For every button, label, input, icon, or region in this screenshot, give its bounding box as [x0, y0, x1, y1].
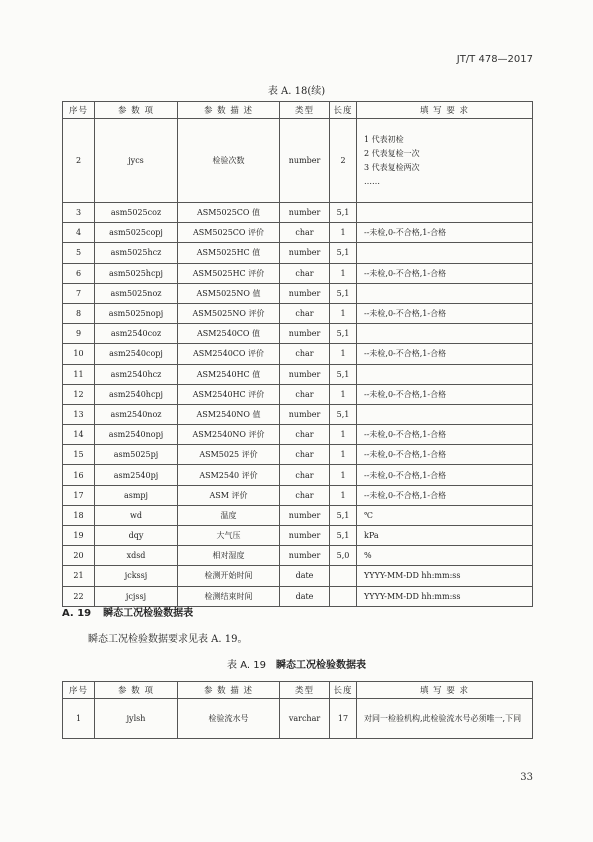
- cell-length: 17: [330, 699, 357, 739]
- cell-requirement: [357, 364, 533, 384]
- cell-requirement: --未检,0-不合格,1-合格: [357, 303, 533, 323]
- table-row: [63, 243, 533, 263]
- cell-param: wd: [95, 505, 178, 525]
- cell-index: 10: [63, 344, 95, 364]
- cell-requirement: 对同一检验机构,此检验流水号必须唯一,下同: [357, 699, 533, 739]
- table-row: [63, 699, 533, 739]
- requirement-line: 3 代表复检两次: [364, 162, 420, 172]
- cell-description: ASM2540HC 评价: [178, 384, 280, 404]
- cell-index: 5: [63, 243, 95, 263]
- table-row: [63, 485, 533, 505]
- table-row: [63, 364, 533, 384]
- col-header-param: 参 数 项: [95, 682, 178, 699]
- cell-type: char: [280, 223, 330, 243]
- cell-type: char: [280, 263, 330, 283]
- cell-type: char: [280, 425, 330, 445]
- cell-type: number: [280, 243, 330, 263]
- cell-index: 19: [63, 526, 95, 546]
- cell-type: char: [280, 445, 330, 465]
- cell-type: number: [280, 546, 330, 566]
- cell-type: number: [280, 203, 330, 223]
- cell-length: 1: [330, 485, 357, 505]
- cell-length: 1: [330, 445, 357, 465]
- page-number: 33: [520, 772, 533, 783]
- table-row: [63, 404, 533, 424]
- cell-param: asm5025pj: [95, 445, 178, 465]
- cell-param: xdsd: [95, 546, 178, 566]
- table-row: [63, 384, 533, 404]
- cell-index: 16: [63, 465, 95, 485]
- requirement-line: 1 代表初检: [364, 134, 404, 144]
- table-a19-caption-title: 瞬态工况检验数据表: [275, 660, 366, 671]
- cell-description: ASM2540CO 值: [178, 324, 280, 344]
- cell-description: ASM5025NO 值: [178, 283, 280, 303]
- standard-code: JT/T 478—2017: [456, 54, 533, 65]
- cell-requirement: [357, 119, 533, 203]
- cell-param: asm2540nopj: [95, 425, 178, 445]
- table-row: [63, 263, 533, 283]
- cell-type: char: [280, 303, 330, 323]
- cell-requirement: --未检,0-不合格,1-合格: [357, 425, 533, 445]
- cell-requirement: --未检,0-不合格,1-合格: [357, 384, 533, 404]
- cell-length: 1: [330, 344, 357, 364]
- col-header-description: 参 数 描 述: [178, 682, 280, 699]
- cell-index: 9: [63, 324, 95, 344]
- cell-index: 4: [63, 223, 95, 243]
- cell-requirement: YYYY-MM-DD hh:mm:ss: [357, 586, 533, 606]
- cell-param: asm5025noz: [95, 283, 178, 303]
- cell-length: 5,1: [330, 283, 357, 303]
- cell-length: [330, 586, 357, 606]
- cell-description: ASM2540NO 值: [178, 404, 280, 424]
- col-header-type: 类型: [280, 102, 330, 119]
- table-row: [63, 425, 533, 445]
- section-heading: [62, 604, 193, 619]
- cell-index: 3: [63, 203, 95, 223]
- col-header-length: 长度: [330, 102, 357, 119]
- col-header-length: 长度: [330, 682, 357, 699]
- table-row: [63, 505, 533, 525]
- cell-requirement: --未检,0-不合格,1-合格: [357, 485, 533, 505]
- cell-param: asm5025copj: [95, 223, 178, 243]
- table-row: [63, 283, 533, 303]
- cell-description: ASM5025HC 值: [178, 243, 280, 263]
- cell-description: ASM5025NO 评价: [178, 303, 280, 323]
- table-header-row: [63, 102, 533, 119]
- table-row: [63, 119, 533, 203]
- cell-description: 温度: [178, 505, 280, 525]
- cell-param: asm5025hcz: [95, 243, 178, 263]
- cell-length: 1: [330, 384, 357, 404]
- cell-requirement: kPa: [357, 526, 533, 546]
- cell-requirement: --未检,0-不合格,1-合格: [357, 263, 533, 283]
- cell-requirement: [357, 283, 533, 303]
- cell-index: 21: [63, 566, 95, 586]
- cell-description: ASM5025CO 值: [178, 203, 280, 223]
- cell-description: ASM5025HC 评价: [178, 263, 280, 283]
- cell-description: 大气压: [178, 526, 280, 546]
- section-title: 瞬态工况检验数据表: [103, 608, 194, 619]
- col-header-description: 参 数 描 述: [178, 102, 280, 119]
- cell-index: 14: [63, 425, 95, 445]
- cell-requirement: --未检,0-不合格,1-合格: [357, 465, 533, 485]
- cell-param: jcjssj: [95, 586, 178, 606]
- requirement-line: ……: [364, 176, 380, 186]
- col-header-param: 参 数 项: [95, 102, 178, 119]
- cell-index: 22: [63, 586, 95, 606]
- cell-requirement: --未检,0-不合格,1-合格: [357, 344, 533, 364]
- cell-param: dqy: [95, 526, 178, 546]
- table-row: [63, 465, 533, 485]
- cell-param: asm5025hcpj: [95, 263, 178, 283]
- cell-length: 1: [330, 223, 357, 243]
- cell-description: ASM5025CO 评价: [178, 223, 280, 243]
- cell-type: char: [280, 485, 330, 505]
- cell-type: varchar: [280, 699, 330, 739]
- cell-requirement: ℃: [357, 505, 533, 525]
- cell-param: asm2540hcpj: [95, 384, 178, 404]
- cell-description: 检验流水号: [178, 699, 280, 739]
- section-body-text: 瞬态工况检验数据要求见表 A. 19。: [88, 634, 248, 645]
- cell-index: 1: [63, 699, 95, 739]
- cell-param: jckssj: [95, 566, 178, 586]
- cell-length: 5,1: [330, 243, 357, 263]
- table-row: [63, 526, 533, 546]
- table-a19: [62, 681, 533, 739]
- cell-description: 检测结束时间: [178, 586, 280, 606]
- table-row: [63, 546, 533, 566]
- cell-index: 13: [63, 404, 95, 424]
- cell-index: 15: [63, 445, 95, 465]
- cell-length: 5,1: [330, 526, 357, 546]
- table-row: [63, 303, 533, 323]
- table-header-row: [63, 682, 533, 699]
- cell-length: 1: [330, 303, 357, 323]
- cell-length: 5,1: [330, 324, 357, 344]
- cell-type: number: [280, 505, 330, 525]
- cell-type: number: [280, 364, 330, 384]
- col-header-type: 类型: [280, 682, 330, 699]
- cell-param: asm2540hcz: [95, 364, 178, 384]
- cell-type: char: [280, 344, 330, 364]
- cell-length: [330, 566, 357, 586]
- requirement-line: 2 代表复检一次: [364, 148, 420, 158]
- cell-param: asm2540noz: [95, 404, 178, 424]
- table-row: [63, 566, 533, 586]
- table-row: [63, 324, 533, 344]
- cell-description: ASM2540HC 值: [178, 364, 280, 384]
- cell-index: 2: [63, 119, 95, 203]
- table-row: [63, 445, 533, 465]
- table-row: [63, 344, 533, 364]
- cell-requirement: %: [357, 546, 533, 566]
- cell-index: 11: [63, 364, 95, 384]
- cell-index: 20: [63, 546, 95, 566]
- cell-index: 8: [63, 303, 95, 323]
- cell-length: 1: [330, 465, 357, 485]
- cell-requirement: [357, 203, 533, 223]
- cell-requirement: --未检,0-不合格,1-合格: [357, 223, 533, 243]
- cell-type: char: [280, 465, 330, 485]
- cell-type: date: [280, 586, 330, 606]
- section-number: A. 19: [62, 608, 92, 619]
- cell-param: asm2540copj: [95, 344, 178, 364]
- cell-requirement: [357, 243, 533, 263]
- cell-length: 1: [330, 263, 357, 283]
- cell-param: asm5025nopj: [95, 303, 178, 323]
- cell-index: 12: [63, 384, 95, 404]
- cell-length: 2: [330, 119, 357, 203]
- col-header-requirement: 填 写 要 求: [357, 102, 533, 119]
- cell-index: 17: [63, 485, 95, 505]
- cell-requirement: [357, 324, 533, 344]
- cell-type: date: [280, 566, 330, 586]
- cell-description: 相对湿度: [178, 546, 280, 566]
- cell-requirement: YYYY-MM-DD hh:mm:ss: [357, 566, 533, 586]
- cell-length: 5,1: [330, 505, 357, 525]
- cell-param: asm2540pj: [95, 465, 178, 485]
- cell-index: 7: [63, 283, 95, 303]
- cell-type: number: [280, 283, 330, 303]
- table-a18-caption: 表 A. 18(续): [267, 86, 326, 97]
- cell-requirement: --未检,0-不合格,1-合格: [357, 445, 533, 465]
- cell-description: 检验次数: [178, 119, 280, 203]
- col-header-requirement: 填 写 要 求: [357, 682, 533, 699]
- cell-param: asmpj: [95, 485, 178, 505]
- cell-length: 5,1: [330, 203, 357, 223]
- cell-type: number: [280, 324, 330, 344]
- table-a19-caption-label: 表 A. 19: [227, 660, 266, 671]
- cell-param: jylsh: [95, 699, 178, 739]
- cell-param: asm2540coz: [95, 324, 178, 344]
- table-a18: [62, 101, 533, 607]
- cell-description: 检测开始时间: [178, 566, 280, 586]
- cell-param: jycs: [95, 119, 178, 203]
- cell-index: 6: [63, 263, 95, 283]
- table-row: [63, 203, 533, 223]
- cell-index: 18: [63, 505, 95, 525]
- cell-description: ASM2540CO 评价: [178, 344, 280, 364]
- cell-description: ASM2540NO 评价: [178, 425, 280, 445]
- table-row: [63, 223, 533, 243]
- cell-length: 5,1: [330, 364, 357, 384]
- cell-description: ASM5025 评价: [178, 445, 280, 465]
- cell-length: 1: [330, 425, 357, 445]
- cell-length: 5,0: [330, 546, 357, 566]
- cell-type: char: [280, 384, 330, 404]
- cell-type: number: [280, 119, 330, 203]
- col-header-index: 序号: [63, 102, 95, 119]
- cell-description: ASM2540 评价: [178, 465, 280, 485]
- cell-param: asm5025coz: [95, 203, 178, 223]
- cell-type: number: [280, 404, 330, 424]
- cell-description: ASM 评价: [178, 485, 280, 505]
- col-header-index: 序号: [63, 682, 95, 699]
- table-a19-caption: [0, 656, 593, 671]
- cell-type: number: [280, 526, 330, 546]
- cell-requirement: [357, 404, 533, 424]
- cell-length: 5,1: [330, 404, 357, 424]
